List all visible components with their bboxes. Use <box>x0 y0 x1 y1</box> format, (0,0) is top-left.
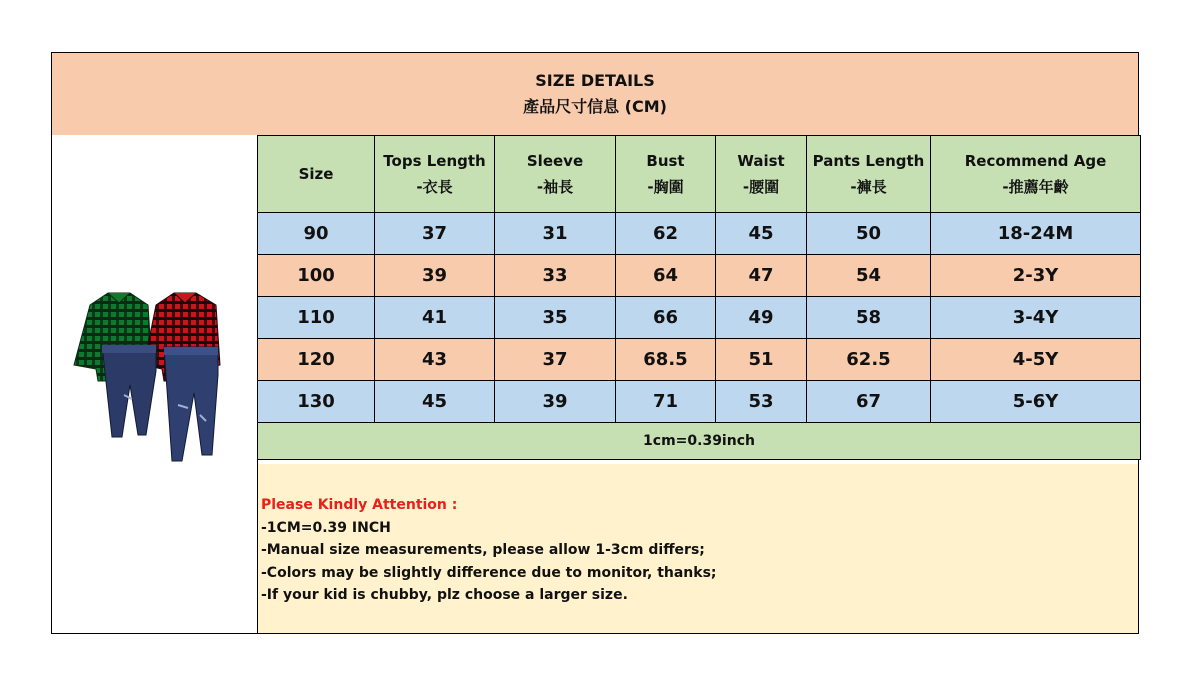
header-size: Size <box>258 136 375 213</box>
cell-pants-length: 54 <box>807 255 931 297</box>
jeans-right <box>164 347 218 461</box>
title-chinese: 產品尺寸信息 (CM) <box>523 97 667 116</box>
cell-pants-length: 58 <box>807 297 931 339</box>
cell-size: 100 <box>258 255 375 297</box>
header-pants-length: Pants Length -褲長 <box>807 136 931 213</box>
title-english: SIZE DETAILS <box>535 71 655 90</box>
product-photo-cell <box>52 135 258 633</box>
cell-pants-length: 67 <box>807 381 931 423</box>
cell-size: 110 <box>258 297 375 339</box>
cell-tops-length: 41 <box>375 297 495 339</box>
cell-waist: 53 <box>716 381 807 423</box>
cell-tops-length: 37 <box>375 213 495 255</box>
cell-recommend-age: 4-5Y <box>931 339 1141 381</box>
size-chart <box>51 52 1139 634</box>
plaid-shirt-and-jeans-photo <box>68 285 240 471</box>
cell-recommend-age: 18-24M <box>931 213 1141 255</box>
cell-size: 130 <box>258 381 375 423</box>
table-row <box>258 297 1141 339</box>
conversion-note: 1cm=0.39inch <box>258 423 1141 460</box>
cell-sleeve: 33 <box>495 255 616 297</box>
cell-waist: 51 <box>716 339 807 381</box>
table-row <box>258 213 1141 255</box>
cell-bust: 62 <box>616 213 716 255</box>
note-line: -If your kid is chubby, plz choose a larger size. <box>261 587 628 603</box>
header-sleeve: Sleeve -袖長 <box>495 136 616 213</box>
cell-sleeve: 39 <box>495 381 616 423</box>
table-row <box>258 255 1141 297</box>
cell-recommend-age: 2-3Y <box>931 255 1141 297</box>
header-waist: Waist -腰圍 <box>716 136 807 213</box>
note-line: -Manual size measurements, please allow 1-3cm differs; <box>261 542 705 558</box>
cell-recommend-age: 5-6Y <box>931 381 1141 423</box>
table-header-row <box>258 136 1141 213</box>
cell-sleeve: 37 <box>495 339 616 381</box>
cell-tops-length: 43 <box>375 339 495 381</box>
cell-size: 120 <box>258 339 375 381</box>
note-line: -1CM=0.39 INCH <box>261 519 391 536</box>
cell-waist: 47 <box>716 255 807 297</box>
cell-bust: 71 <box>616 381 716 423</box>
header-bust: Bust -胸圍 <box>616 136 716 213</box>
attention-notes <box>258 464 1138 633</box>
conversion-row <box>258 423 1141 460</box>
header-recommend-age: Recommend Age -推薦年齡 <box>931 136 1141 213</box>
cell-waist: 49 <box>716 297 807 339</box>
cell-pants-length: 50 <box>807 213 931 255</box>
cell-waist: 45 <box>716 213 807 255</box>
table-row <box>258 339 1141 381</box>
cell-sleeve: 31 <box>495 213 616 255</box>
size-table <box>257 135 1141 460</box>
attention-heading: Please Kindly Attention : <box>261 497 458 513</box>
cell-bust: 68.5 <box>616 339 716 381</box>
cell-tops-length: 45 <box>375 381 495 423</box>
title-band <box>52 53 1138 136</box>
table-row <box>258 381 1141 423</box>
cell-sleeve: 35 <box>495 297 616 339</box>
cell-recommend-age: 3-4Y <box>931 297 1141 339</box>
cell-bust: 64 <box>616 255 716 297</box>
jeans-left <box>102 345 156 437</box>
cell-size: 90 <box>258 213 375 255</box>
header-tops-length: Tops Length -衣長 <box>375 136 495 213</box>
cell-bust: 66 <box>616 297 716 339</box>
note-line: -Colors may be slightly difference due to monitor, thanks; <box>261 564 717 581</box>
cell-pants-length: 62.5 <box>807 339 931 381</box>
cell-tops-length: 39 <box>375 255 495 297</box>
